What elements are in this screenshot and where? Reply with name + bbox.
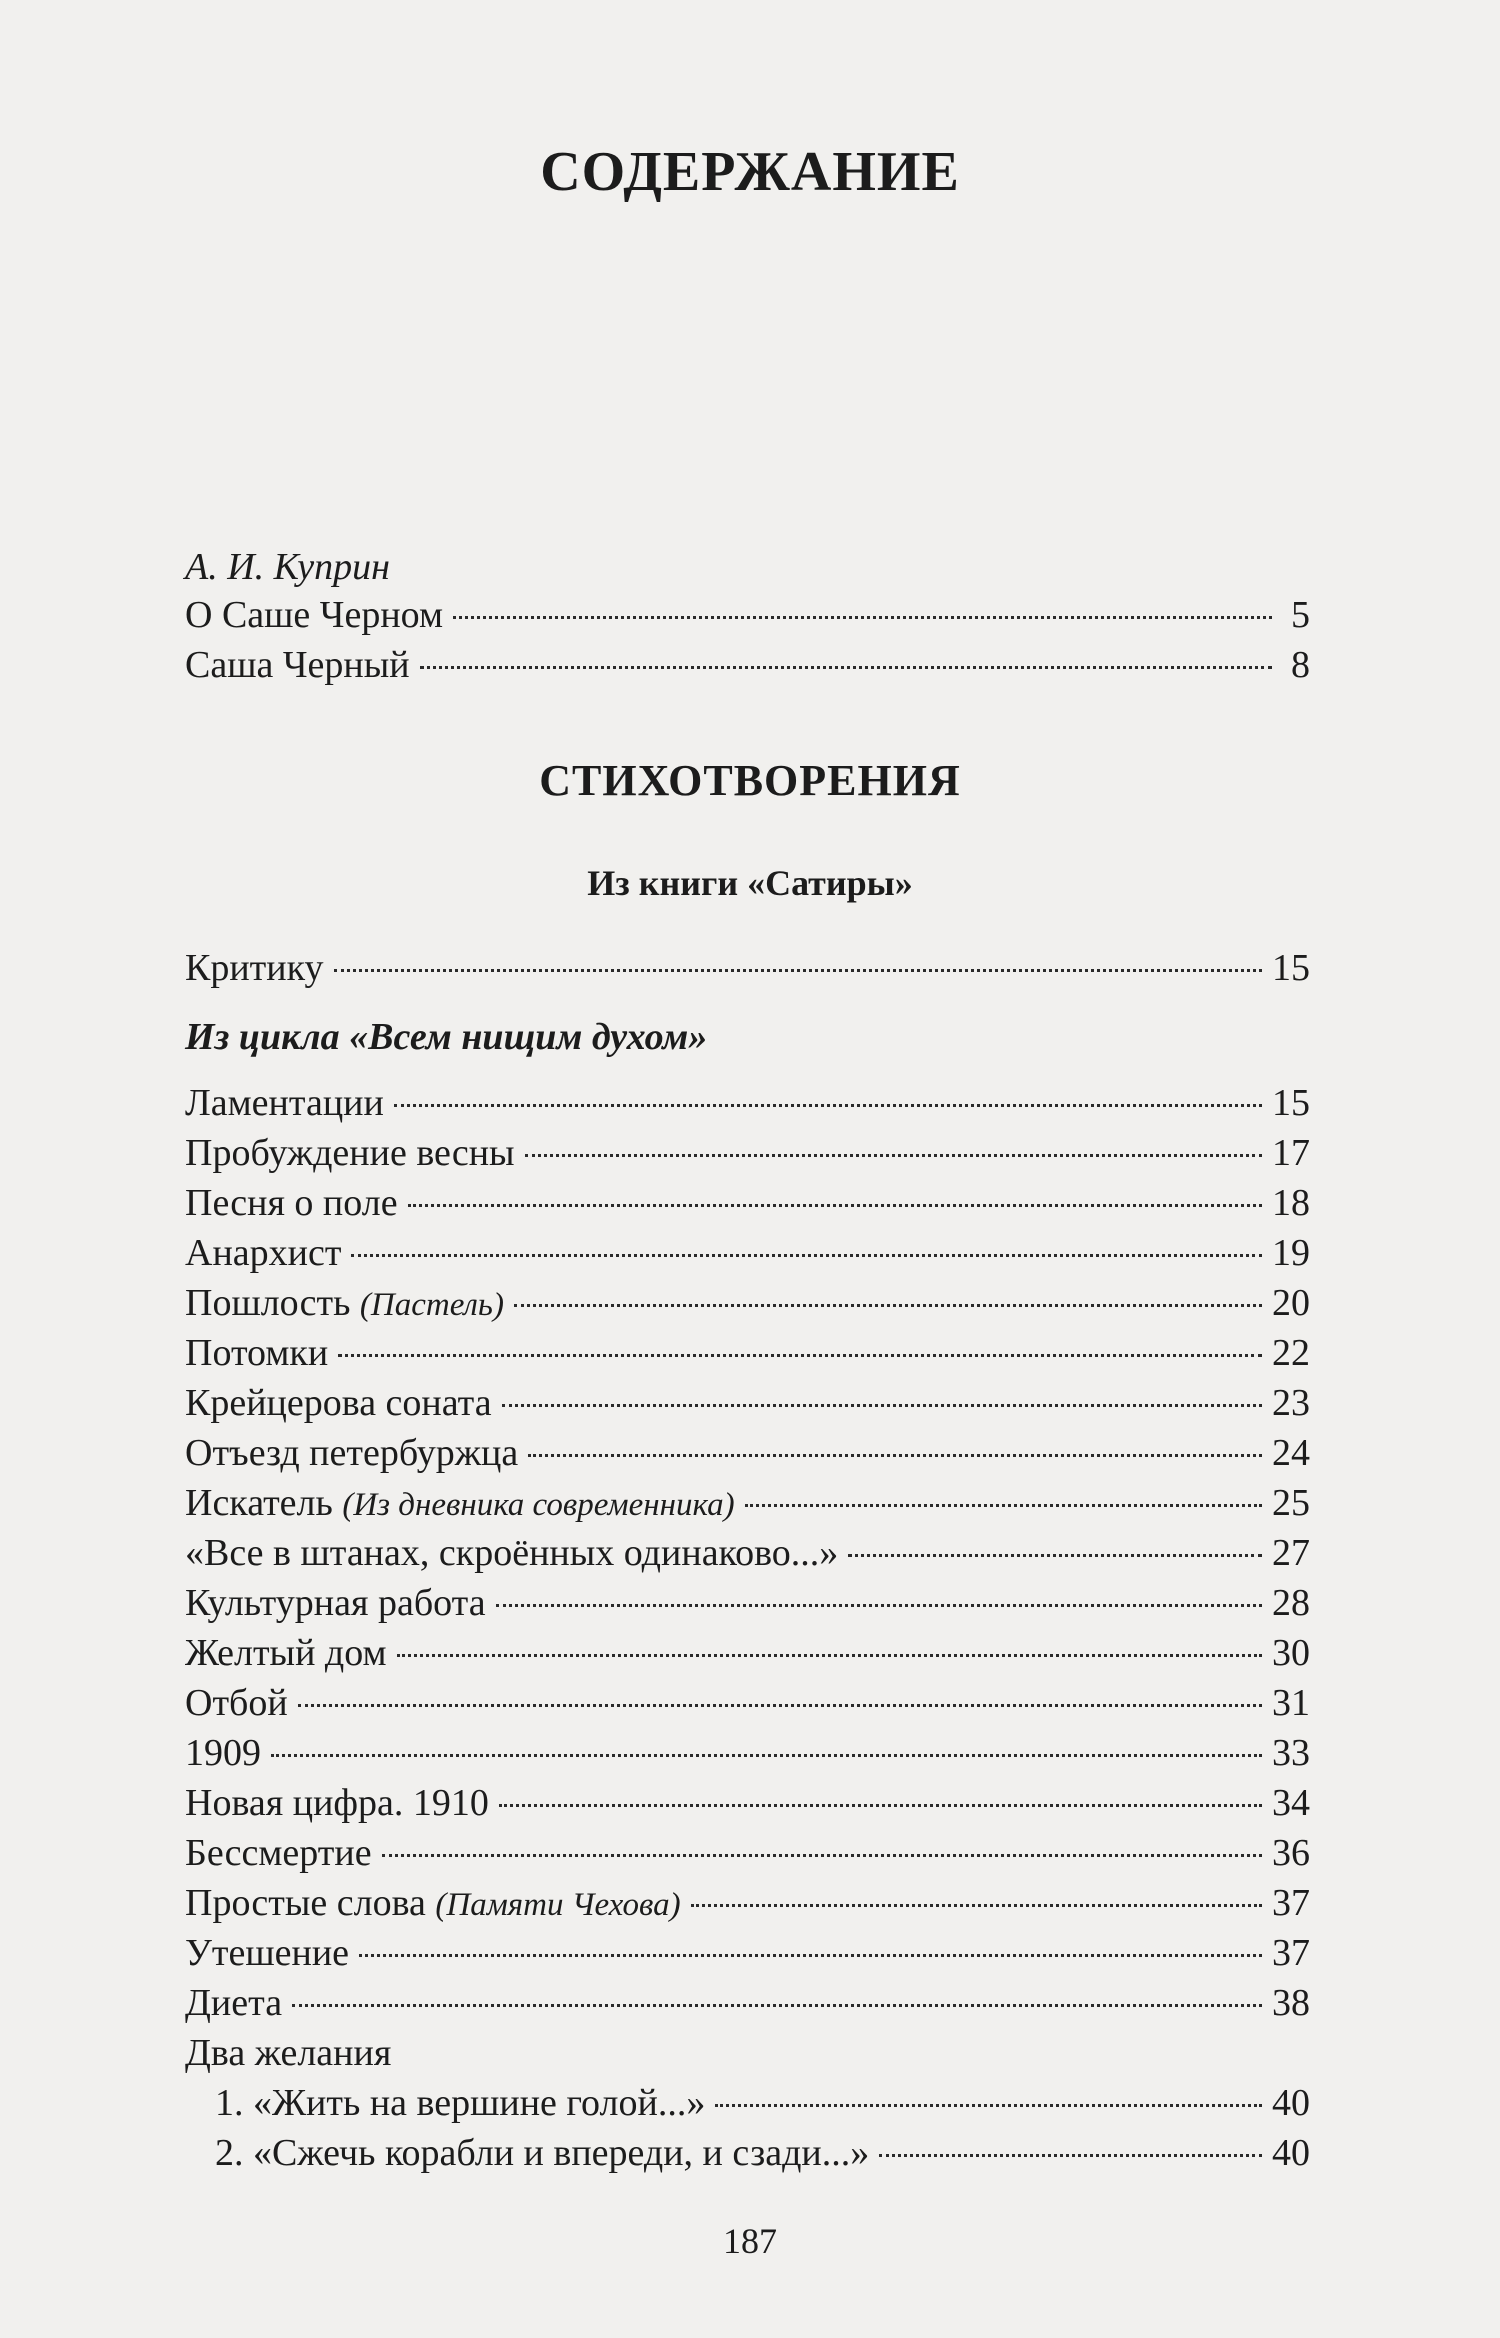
toc-entry[interactable] [185,1078,1310,1128]
leader-dots [848,1554,1262,1557]
leader-dots [528,1454,1262,1457]
leader-dots [525,1154,1262,1157]
book-heading: Из книги «Сатиры» [587,863,913,903]
entry-title: 1. «Жить на вершине голой...» [215,2082,706,2124]
toc-entry[interactable] [185,1328,1310,1378]
leader-dots [271,1754,1262,1757]
leader-dots [879,2154,1262,2157]
entry-subtitle: (Памяти Чехова) [435,1887,681,1923]
entry-title [185,1978,282,2028]
toc-entry[interactable] [185,943,1310,993]
entry-page: 24 [1272,1432,1310,1474]
entry-page: 25 [1272,1482,1310,1524]
entry-title-text: Диета [185,1982,283,2024]
toc-entry[interactable] [185,1378,1310,1428]
entry-title-text: Бессмертие [185,1832,372,1874]
entry-title [185,1178,398,1228]
entry-title-text: Пошлость [185,1282,351,1324]
entry-title [185,1728,261,1778]
entry-page: 38 [1272,1982,1310,2024]
leader-dots [502,1404,1262,1407]
entry-page: 19 [1272,1232,1310,1274]
entry-title: О Саше Черном [185,594,444,636]
leader-dots [514,1304,1262,1307]
entry-title-text: Анархист [185,1232,342,1274]
toc-entry[interactable] [185,1278,1310,1328]
entry-title [185,1428,518,1478]
toc-entry[interactable] [185,1478,1310,1528]
entry-title [185,1678,288,1728]
entry-title [185,1578,486,1628]
leader-dots [715,2104,1262,2107]
entry-title: Два желания [185,2032,392,2074]
entry-title-text: Потомки [185,1332,329,1374]
toc-entry[interactable] [185,1578,1310,1628]
toc-entry[interactable] [185,1778,1310,1828]
entry-page: 20 [1272,1282,1310,1324]
toc-entry[interactable] [185,1878,1310,1928]
leader-dots [496,1604,1262,1607]
entry-title [185,1878,681,1930]
entry-page: 36 [1272,1832,1310,1874]
leader-dots [420,666,1272,669]
toc-entry[interactable] [215,2128,1310,2178]
leader-dots [745,1504,1262,1507]
entry-title [185,1928,349,1978]
leader-dots [499,1804,1262,1807]
leader-dots [292,2004,1262,2007]
entry-title [185,1378,492,1428]
cycle-heading: Из цикла «Всем нищим духом» [185,1016,708,1058]
entry-title-text: Ламентации [185,1082,384,1124]
toc-entry[interactable] [185,1178,1310,1228]
entry-title-text: 1909 [185,1732,261,1774]
entry-page: 40 [1272,2132,1310,2174]
toc-group-title[interactable] [185,2028,1310,2078]
page-title: СОДЕРЖАНИЕ [540,141,960,203]
entry-page: 37 [1272,1932,1310,1974]
entry-page: 8 [1291,644,1310,686]
entry-title-text: Утешение [185,1932,350,1974]
entry-title-text: Искатель [185,1482,333,1524]
entry-title [185,1828,372,1878]
toc-entry[interactable] [185,590,1310,640]
leader-dots [338,1354,1262,1357]
entry-title-text: Культурная работа [185,1582,486,1624]
leader-dots [397,1654,1262,1657]
section-heading: СТИХОТВОРЕНИЯ [539,756,961,805]
entry-title-text: Простые слова [185,1882,426,1924]
entry-title-text: Крейцерова соната [185,1382,492,1424]
author-heading: А. И. Куприн [185,546,390,588]
entry-page: 22 [1272,1332,1310,1374]
entry-page: 37 [1272,1882,1310,1924]
entry-page: 27 [1272,1532,1310,1574]
leader-dots [453,616,1272,619]
entry-page: 18 [1272,1182,1310,1224]
entry-title [185,1078,384,1128]
toc-entry[interactable] [185,1128,1310,1178]
entry-page: 40 [1272,2082,1310,2124]
toc-entry[interactable] [185,1428,1310,1478]
entry-title [185,1628,387,1678]
leader-dots [691,1904,1262,1907]
toc-entry[interactable] [185,1528,1310,1578]
entry-title-text: Новая цифра. 1910 [185,1782,489,1824]
entry-subtitle: (Из дневника современника) [342,1487,735,1523]
entry-title-text: Отъезд петербуржца [185,1432,519,1474]
entry-page: 17 [1272,1132,1310,1174]
toc-entry[interactable] [185,1678,1310,1728]
toc-entry[interactable] [185,1628,1310,1678]
leader-dots [382,1854,1262,1857]
entry-title [185,1278,504,1330]
entry-subtitle: (Пастель) [359,1287,504,1323]
entry-title [185,1528,838,1578]
entry-title: 2. «Сжечь корабли и впереди, и сзади...» [215,2132,870,2174]
entry-page: 30 [1272,1632,1310,1674]
entry-title [185,1778,489,1828]
entry-page: 15 [1272,1082,1310,1124]
toc-entry[interactable] [185,1828,1310,1878]
entry-page: 15 [1272,947,1310,989]
toc-entry[interactable] [185,1728,1310,1778]
entry-title [185,1128,515,1178]
entry-title-text: Отбой [185,1682,288,1724]
entry-page: 34 [1272,1782,1310,1824]
entry-title [185,1228,341,1278]
entry-title-text: Желтый дом [185,1632,387,1674]
entry-page: 23 [1272,1382,1310,1424]
toc-entry[interactable] [185,640,1310,690]
leader-dots [394,1104,1262,1107]
toc-entry[interactable] [185,1978,1310,2028]
entry-title-text: Песня о поле [185,1182,398,1224]
toc-entry[interactable] [185,1228,1310,1278]
entry-title-text: «Все в штанах, скроённых одинаково...» [185,1532,839,1574]
entry-title-text: Пробуждение весны [185,1132,515,1174]
leader-dots [351,1254,1262,1257]
toc-entry[interactable] [215,2078,1310,2128]
leader-dots [334,969,1262,972]
leader-dots [408,1204,1262,1207]
entry-title [185,1478,735,1530]
leader-dots [298,1704,1262,1707]
entry-page: 31 [1272,1682,1310,1724]
leader-dots [359,1954,1262,1957]
entry-page: 33 [1272,1732,1310,1774]
toc-entry[interactable] [185,1928,1310,1978]
entry-page: 5 [1291,594,1310,636]
entry-title: Критику [185,947,324,989]
entry-title [185,1328,328,1378]
page-number: 187 [723,2221,777,2261]
entry-page: 28 [1272,1582,1310,1624]
entry-title: Саша Черный [185,644,410,686]
